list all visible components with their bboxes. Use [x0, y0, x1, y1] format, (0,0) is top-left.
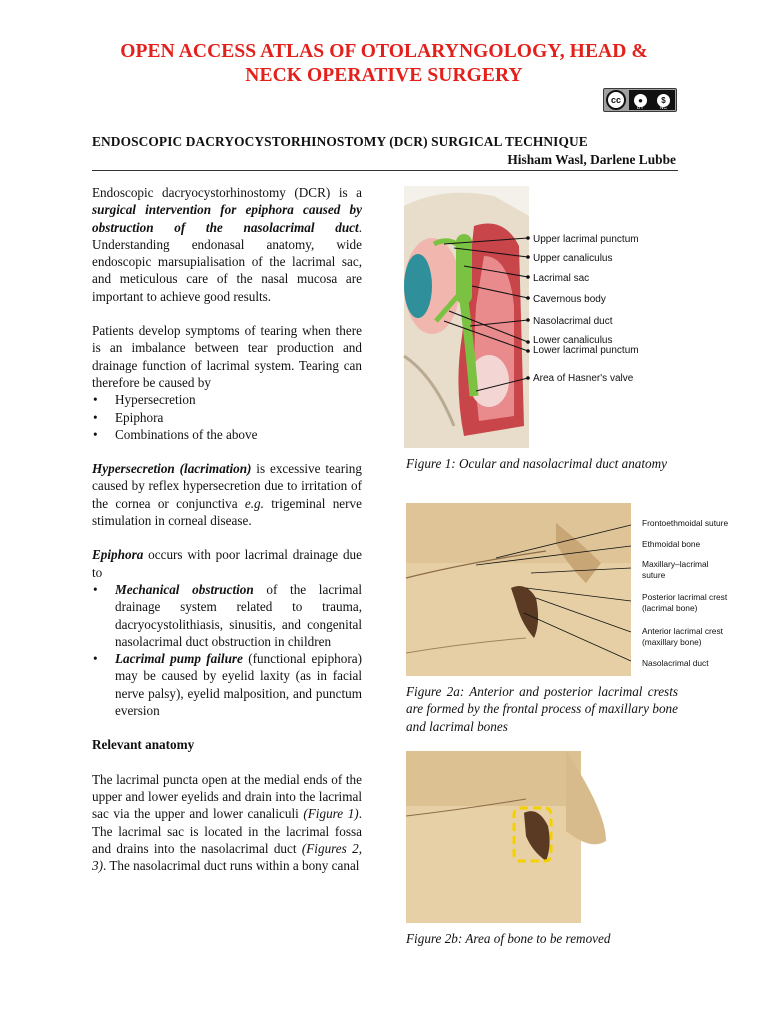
list-item: • Lacrimal pump failure (functional epiphora) may be caused by eyelid laxity (as in facial nerve palsy), eyelid malposition, and punctum eversion: [92, 650, 362, 719]
label-nasolacrimal-duct: Nasolacrimal duct: [642, 658, 709, 668]
license-terms: [629, 90, 675, 110]
license-by: BY: [637, 105, 644, 111]
label-posterior-lacrimal-crest: Posterior lacrimal crest: [642, 592, 728, 602]
label-lower-canaliculus: Lower canaliculus: [533, 335, 613, 346]
label-frontoethmoidal-suture: Frontoethmoidal suture: [642, 518, 729, 528]
figure-2a-caption: Figure 2a: Anterior and posterior lacrimal crests are formed by the frontal process of maxillary bone and lacrimal bones: [406, 684, 678, 734]
label-maxillary-lacrimal: Maxillary–lacrimal: [642, 559, 709, 569]
figure-1-caption: Figure 1: Ocular and nasolacrimal duct anatomy: [406, 456, 668, 471]
figure-2a-photo: [406, 503, 729, 676]
authors: Hisham Wasl, Darlene Lubbe: [507, 152, 676, 167]
list-item: • Hypersecretion: [92, 391, 362, 408]
label-lacrimal-bone: (lacrimal bone): [642, 603, 698, 613]
label-nasolacrimal-duct: Nasolacrimal duct: [533, 316, 613, 327]
hypersecretion-paragraph: Hypersecretion (lacrimation) is excessive tearing caused by reflex hypersecretion due to irritation of the cornea or conjunctiva e.g. trigeminal nerve stimulation in corneal disease.: [92, 461, 362, 529]
left-column-text: [92, 184, 362, 891]
label-anterior-lacrimal-crest: Anterior lacrimal crest: [642, 626, 723, 636]
anatomy-paragraph: The lacrimal puncta open at the medial ends of the upper and lower eyelids and drain into the lacrimal sac via the upper and lower canaliculi (Figure 1). The lacrimal sac is located in the lacrimal fossa and drains into the nasolacrimal duct (Figures 2, 3). The nasolacrimal duct runs within a bony canal: [92, 771, 362, 874]
list-item: • Epiphora: [92, 409, 362, 426]
title-divider: [92, 170, 678, 171]
label-lower-lacrimal-punctum: Lower lacrimal punctum: [533, 345, 639, 356]
epiphora-causes-list: [92, 581, 362, 719]
chapter-title: ENDOSCOPIC DACRYOCYSTORHINOSTOMY (DCR) SURGICAL TECHNIQUE: [92, 134, 588, 149]
atlas-title-line-2: NECK OPERATIVE SURGERY: [245, 65, 523, 86]
atlas-title-line-1: OPEN ACCESS ATLAS OF OTOLARYNGOLOGY, HEAD &: [120, 41, 648, 62]
license-tags: [629, 105, 675, 111]
creative-commons-license-badge: [603, 88, 677, 112]
bone-removal-area-photo: [406, 751, 628, 923]
figure-2b-caption: Figure 2b: Area of bone to be removed: [406, 931, 611, 946]
figure-1-illustration: [404, 186, 692, 448]
tearing-paragraph: Patients develop symptoms of tearing when there is an imbalance between tear production and drainage function of lacrimal system. Tearing can therefore be caused by: [92, 323, 362, 390]
label-cavernous-body: Cavernous body: [533, 294, 606, 305]
license-nc: NC: [659, 105, 667, 111]
tearing-causes-list: [92, 391, 362, 443]
epiphora-paragraph: Epiphora occurs with poor lacrimal drainage due to: [92, 547, 362, 580]
ocular-nasolacrimal-anatomy-drawing: [404, 186, 692, 448]
label-suture: suture: [642, 570, 666, 580]
label-maxillary-bone: (maxillary bone): [642, 637, 702, 647]
section-heading-relevant-anatomy: Relevant anatomy: [92, 737, 195, 753]
label-upper-lacrimal-punctum: Upper lacrimal punctum: [533, 234, 639, 245]
noncommercial-icon: $: [657, 94, 670, 107]
list-item: • Combinations of the above: [92, 426, 362, 443]
eye-iris: [404, 254, 432, 318]
attribution-icon: ●: [634, 94, 647, 107]
figure-2b-photo: [406, 751, 628, 923]
intro-paragraph: Endoscopic dacryocystorhinostomy (DCR) is a surgical intervention for epiphora caused by obstruction of the nasolacrimal duct. Understanding endonasal anatomy, wide endoscopic marsupialisation of the lacrimal sac, and meticulous care of the nasal mucosa are important to achieve good results.: [92, 185, 362, 304]
label-area-of-hasners-valve: Area of Hasner's valve: [533, 373, 634, 384]
label-lacrimal-sac: Lacrimal sac: [533, 273, 590, 284]
atlas-title: [60, 40, 708, 88]
list-item: • Mechanical obstruction of the lacrimal drainage system related to trauma, dacryocystolithiasis, sinusitis, and congenital nasolacrimal duct obstruction in children: [92, 581, 362, 650]
label-upper-canaliculus: Upper canaliculus: [533, 253, 613, 264]
lacrimal-crests-skull-photo: [406, 503, 729, 676]
label-ethmoidal-bone: Ethmoidal bone: [642, 539, 701, 549]
lacrimal-sac: [456, 234, 472, 304]
cc-icon: cc: [606, 90, 626, 110]
